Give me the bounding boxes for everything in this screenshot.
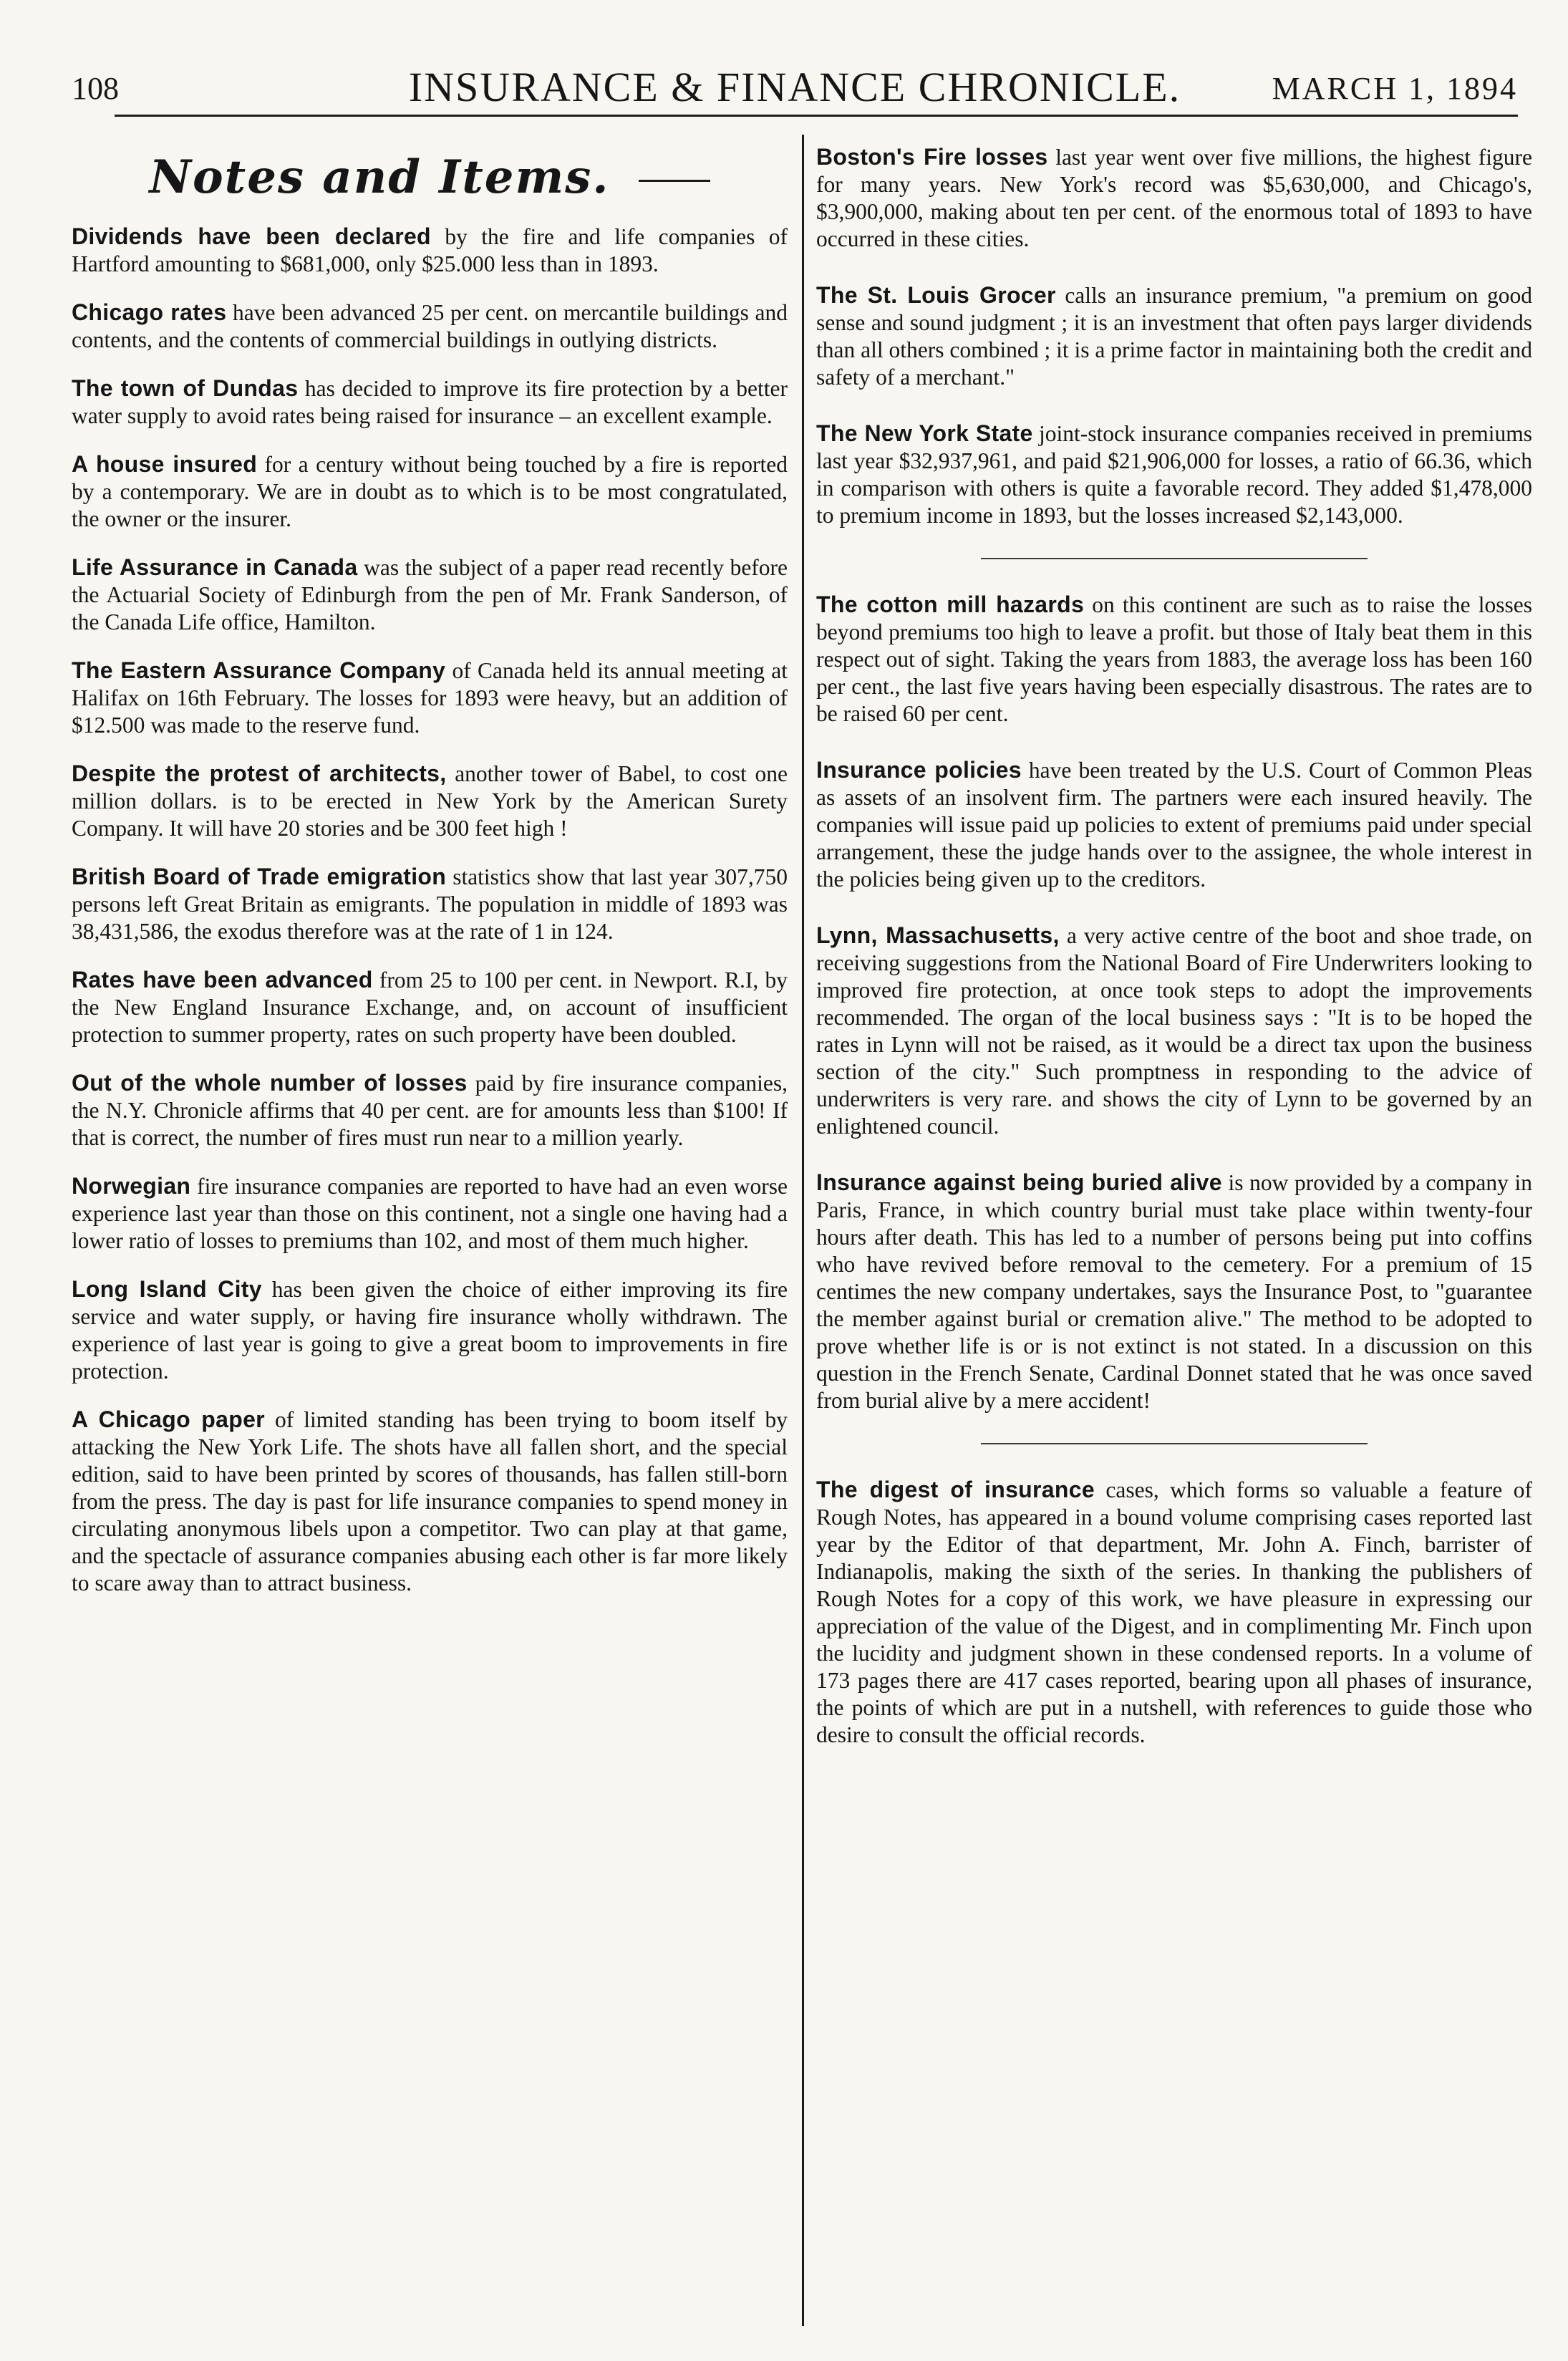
item-body: cases, which forms so valuable a feature of Rough Notes, has appeared in a bound volume comprising cases reported last year by the Editor of that department, Mr. John A. Finch, barrister of Indianapolis, making the sixth of the series. In thanking the publishers of Rough Notes for a copy of this work, we have pleasure in expressing our appreciation of the value of the Digest, and in complimenting Mr. Finch upon the lucidity and judgment shown in these condensed reports. In a volume of 173 pages there are 417 cases reported, bearing upon all phases of insurance, the points of which are put in a nutshell, with references to guide those who desire to consult the official records.	[816, 1477, 1533, 1747]
item-body: paid by fire insurance companies, the N.Y. Chronicle affirms that 40 per cent. are for amounts less than $100! If that is correct, the number of fires must run near to a million yearly.	[72, 1071, 788, 1150]
item-headline: The New York State	[816, 420, 1033, 446]
item-headline: Insurance against being buried alive	[816, 1169, 1222, 1195]
news-item	[72, 966, 788, 1048]
item-body: for a century without being touched by a fire is reported by a contemporary. We are in doubt as to which is to be most congratulated, the owner or the insurer.	[72, 452, 788, 531]
item-body: from 25 to 100 per cent. in Newport. R.I, by the New England Insurance Exchange, and, on account of insufficient protection to summer property, rates on such property have been doubled.	[72, 967, 788, 1047]
item-body: has been given the choice of either improving its fire service and water supply, or having fire insurance wholly withdrawn. The experience of last year is going to give a great boom to improvements in fire protection.	[72, 1277, 788, 1384]
news-item	[72, 657, 788, 739]
right-column	[816, 143, 1532, 1777]
item-headline: A house insured	[72, 451, 258, 477]
title-dash	[639, 180, 710, 182]
item-headline: Dividends have been declared	[72, 223, 431, 249]
news-item	[816, 756, 1532, 893]
item-headline: Life Assurance in Canada	[72, 554, 358, 580]
item-headline: Chicago rates	[72, 299, 227, 325]
item-headline: Lynn, Massachusetts,	[816, 922, 1060, 948]
news-item	[72, 223, 788, 278]
issue-date: MARCH 1, 1894	[1272, 71, 1518, 106]
item-body: statistics show that last year 307,750 persons left Great Britain as emigrants. The population in middle of 1893 was 38,431,586, the exodus therefore was at the rate of 1 in 124.	[72, 864, 788, 944]
news-item	[72, 375, 788, 430]
item-body: has decided to improve its fire protection by a better water supply to avoid rates being raised for insurance – an excellent example.	[72, 376, 788, 428]
section-title-text: Notes and Items.	[149, 150, 610, 204]
item-headline: Out of the whole number of losses	[72, 1070, 468, 1096]
item-body: joint-stock insurance companies received in premiums last year $32,937,961, and paid $21,906,000 for losses, a ratio of 66.36, which in comparison with others is quite a favorable record. They added $1,478,000 to premium income in 1893, but the losses increased $2,143,000.	[816, 421, 1533, 528]
header-rule	[115, 115, 1518, 117]
news-item	[816, 420, 1532, 529]
page-number: 108	[72, 71, 119, 106]
news-item	[816, 591, 1532, 728]
news-item	[72, 1275, 788, 1385]
left-column	[72, 143, 788, 1618]
news-item	[72, 299, 788, 354]
news-item	[816, 1476, 1532, 1749]
item-headline: A Chicago paper	[72, 1406, 265, 1432]
section-title	[72, 150, 788, 204]
page-header	[72, 63, 1518, 113]
news-item	[816, 281, 1532, 391]
item-separator	[981, 558, 1368, 559]
news-item	[72, 760, 788, 842]
item-headline: The St. Louis Grocer	[816, 282, 1056, 308]
news-item	[816, 922, 1532, 1140]
item-body: fire insurance companies are reported to have had an even worse experience last year than those on this continent, not a single one having had a lower ratio of losses to premiums than 102, and most of them much higher.	[72, 1174, 788, 1253]
item-headline: British Board of Trade emigration	[72, 864, 447, 889]
item-body: another tower of Babel, to cost one million dollars. is to be erected in New York by the American Surety Company. It will have 20 stories and be 300 feet high !	[72, 761, 788, 841]
item-body: calls an insurance premium, "a premium on good sense and sound judgment ; it is an investment that often pays larger dividends than all others combined ; it is a prime factor in maintaining both the credit and safety of a merchant."	[816, 283, 1533, 390]
item-body: was the subject of a paper read recently before the Actuarial Society of Edinburgh from the pen of Mr. Frank Sanderson, of the Canada Life office, Hamilton.	[72, 555, 788, 634]
item-headline: Despite the protest of architects,	[72, 761, 447, 786]
news-item	[816, 1169, 1532, 1414]
item-body: is now provided by a company in Paris, France, in which country burial must take place within twenty-four hours after death. This has led to a number of persons being put into coffins who have revived before removal to the cemetery. For a premium of 15 centimes the new company undertakes, says the Insurance Post, to "guarantee the member against burial or cremation alive." The method to be adopted to prove whether life is or is not extinct is not stated. In a discussion on this question in the French Senate, Cardinal Donnet stated that he was once saved from burial alive by a mere accident!	[816, 1170, 1532, 1413]
news-item	[72, 450, 788, 533]
news-item	[72, 1406, 788, 1597]
item-headline: The Eastern Assurance Company	[72, 657, 446, 683]
item-body: last year went over five millions, the highest figure for many years. New York's record was $5,630,000, and Chicago's, $3,900,000, making about ten per cent. of the enormous total of 1893 to have occurred in these cities.	[816, 145, 1533, 251]
news-item	[72, 863, 788, 945]
item-body: on this continent are such as to raise the losses beyond premiums too high to leave a profit. but those of Italy beat them in this respect out of sight. Taking the years from 1883, the average loss has been 160 per cent., the last five years having been especially disastrous. The rates are to be raised 60 per cent.	[816, 592, 1532, 726]
news-item	[72, 1069, 788, 1151]
item-headline: The town of Dundas	[72, 375, 299, 401]
item-body: of Canada held its annual meeting at Halifax on 16th February. The losses for 1893 were heavy, but an addition of $12.500 was made to the reserve fund.	[72, 658, 788, 738]
news-item	[816, 143, 1532, 253]
item-headline: Boston's Fire losses	[816, 144, 1048, 170]
item-body: of limited standing has been trying to boom itself by attacking the New York Life. The shots have all fallen short, and the special edition, said to have been printed by scores of thousands, has fallen still-born from the press. The day is past for life insurance companies to spend money in circulating anonymous libels upon a competitor. Two can play at that game, and the spectacle of assurance companies abusing each other is far more likely to scare away than to attract business.	[72, 1407, 788, 1595]
item-headline: The cotton mill hazards	[816, 592, 1085, 617]
item-headline: The digest of insurance	[816, 1477, 1095, 1502]
column-divider	[802, 135, 804, 2326]
news-item	[72, 554, 788, 636]
journal-title: INSURANCE & FINANCE CHRONICLE.	[408, 64, 1181, 110]
item-body: have been advanced 25 per cent. on mercantile buildings and contents, and the contents of commercial buildings in outlying districts.	[72, 300, 788, 352]
item-body: have been treated by the U.S. Court of Common Pleas as assets of an insolvent firm. The partners were each insured heavily. The companies will issue paid up policies to extent of premiums paid under special arrangement, these the judge hands over to the assignee, the whole interest in the policies being given up to the creditors.	[816, 758, 1533, 892]
item-separator	[981, 1443, 1368, 1444]
item-headline: Norwegian	[72, 1173, 191, 1199]
item-headline: Insurance policies	[816, 757, 1022, 783]
item-body: by the fire and life companies of Hartford amounting to $681,000, only $25.000 less than in 1893.	[72, 224, 788, 276]
news-item	[72, 1172, 788, 1255]
item-body: a very active centre of the boot and shoe trade, on receiving suggestions from the National Board of Fire Underwriters looking to improved fire protection, at once took steps to adopt the improvements recommended. The organ of the local business says : "It is to be hoped the rates in Lynn will not be raised, as it would be a direct tax upon the business section of the city." Such promptness in responding to the advice of underwriters is very rare. and shows the city of Lynn to be governed by an enlightened council.	[816, 923, 1533, 1139]
item-headline: Rates have been advanced	[72, 967, 373, 993]
item-headline: Long Island City	[72, 1276, 262, 1302]
